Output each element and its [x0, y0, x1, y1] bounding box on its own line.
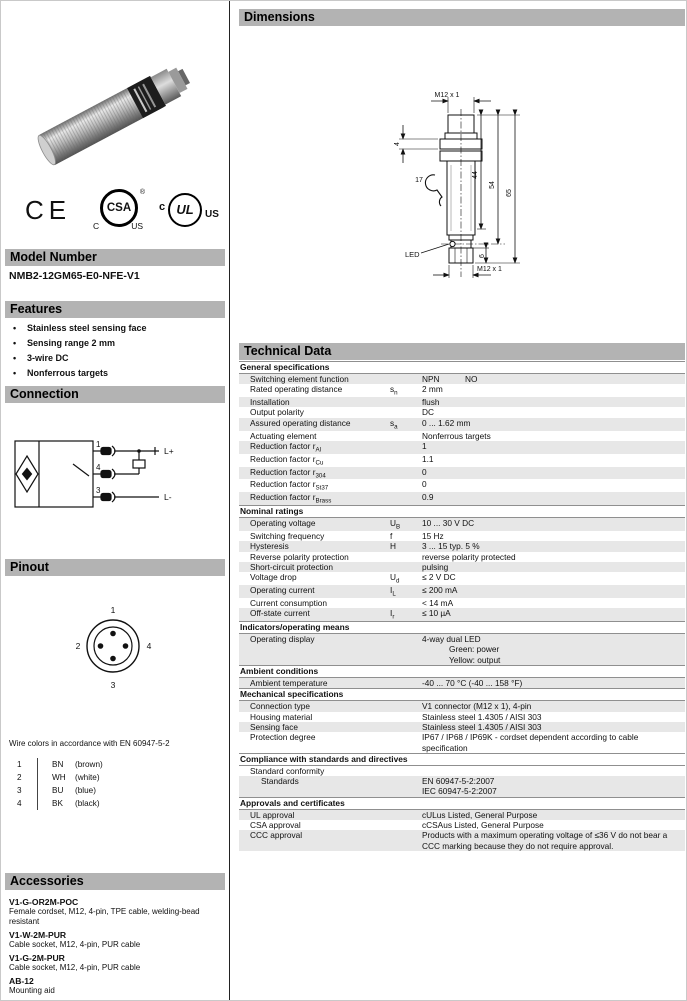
- spec-label: Installation: [250, 397, 290, 408]
- product-photo: [19, 29, 215, 179]
- spec-label: CSA approval: [250, 819, 301, 830]
- spec-value-line: IEC 60947-5-2:2007: [422, 786, 497, 797]
- accessory-model: V1-G-OR2M-POC: [9, 896, 79, 907]
- spec-symbol: [390, 562, 422, 572]
- spec-row: [239, 701, 685, 711]
- column-divider: [229, 1, 230, 1001]
- ul-logo-icon: UL: [168, 193, 202, 227]
- spec-value: 3 ... 15 typ. 5 %: [422, 541, 480, 552]
- spec-row: [239, 518, 685, 531]
- spec-value: pulsing: [422, 561, 449, 572]
- spec-symbol: [390, 374, 422, 384]
- spec-label: Standard conformity: [250, 765, 325, 776]
- accessory-description: Cable socket, M12, 4-pin, PUR cable: [9, 963, 141, 972]
- dim-nut-height-label: 4: [394, 142, 401, 146]
- spec-label: Reduction factor $r_{Brass}$: [250, 492, 332, 505]
- spec-value: Stainless steel 1.4305 / AISI 303: [422, 721, 542, 732]
- accessory-item: [9, 976, 223, 997]
- spec-symbol: H: [390, 541, 396, 552]
- spec-row: [239, 454, 685, 467]
- wire-color-name: (white): [75, 773, 100, 782]
- spec-row: [239, 384, 685, 397]
- pinout-diagram: [53, 599, 173, 694]
- spec-row: [239, 562, 685, 572]
- wire-color-name: (brown): [75, 760, 103, 769]
- spec-label: Voltage drop: [250, 572, 297, 583]
- spec-row: [239, 492, 685, 505]
- spec-label: Protection degree: [250, 732, 316, 743]
- spec-row: [239, 552, 685, 562]
- pinout-pin2-label: 2: [75, 641, 81, 651]
- spec-row: [239, 467, 685, 480]
- spec-label: Sensing face: [250, 721, 298, 732]
- spec-label: Reduction factor $r_{Cu}$: [250, 453, 324, 467]
- spec-section-title: Indicators/operating means: [239, 621, 685, 634]
- spec-section-title: Ambient conditions: [239, 665, 685, 678]
- ul-c-label: c: [159, 201, 166, 213]
- wire-color-code: BK: [37, 797, 75, 810]
- spec-row: [239, 585, 685, 598]
- feature-item: • Nonferrous targets: [11, 366, 223, 381]
- ul-us-label: US: [205, 209, 219, 220]
- wire-color-code: BN: [37, 758, 75, 771]
- spec-label: Current consumption: [250, 597, 328, 608]
- spec-row: [239, 418, 685, 431]
- spec-label: Assured operating distance: [250, 417, 351, 428]
- csa-us-label: US: [131, 221, 143, 231]
- spec-label: Operating voltage: [250, 518, 316, 529]
- wire-row: [13, 784, 213, 797]
- spec-section-title: Compliance with standards and directives: [239, 753, 685, 766]
- spec-label: Switching element function: [250, 374, 349, 384]
- spec-value: cULus Listed, General Purpose: [422, 809, 538, 820]
- spec-label: UL approval: [250, 809, 295, 820]
- section-header-features: Features: [5, 301, 225, 318]
- spec-value: reverse polarity protected: [422, 551, 516, 562]
- spec-value: Products with a maximum operating voltage of ≤36 V do not bear a CCC marking because they do not require approval.: [422, 830, 668, 851]
- spec-row: [239, 712, 685, 722]
- spec-value: 0 ... 1.62 mm: [422, 417, 471, 428]
- spec-value-secondary: NO: [465, 374, 478, 384]
- spec-row: [239, 766, 685, 776]
- spec-value: DC: [422, 407, 434, 418]
- spec-label: Housing material: [250, 711, 313, 722]
- spec-symbol: $U_B$: [390, 518, 401, 531]
- spec-symbol: [390, 820, 422, 830]
- spec-symbol: [390, 766, 422, 776]
- wire-pin-number: 3: [17, 786, 22, 795]
- spec-symbol: [390, 407, 422, 417]
- spec-section-title: Mechanical specifications: [239, 688, 685, 701]
- wire-pin-number: 2: [17, 773, 22, 782]
- spec-value: Stainless steel 1.4305 / AISI 303: [422, 711, 542, 722]
- pinout-pin1-label: 1: [110, 605, 116, 615]
- wire-pin-number: 4: [17, 799, 22, 808]
- spec-row: [239, 598, 685, 608]
- spec-symbol: [390, 454, 422, 467]
- spec-symbol: [390, 678, 422, 688]
- accessory-item: [9, 953, 223, 974]
- spec-symbol: [390, 552, 422, 562]
- accessories-list: [9, 894, 223, 996]
- wire-row: [13, 797, 213, 810]
- spec-row: [239, 776, 685, 797]
- section-header-dimensions: Dimensions: [239, 9, 685, 26]
- section-header-accessories: Accessories: [5, 873, 225, 890]
- feature-item: • Sensing range 2 mm: [11, 336, 223, 351]
- spec-section: [239, 505, 685, 621]
- spec-value: 15 Hz: [422, 531, 444, 542]
- spec-row: [239, 479, 685, 492]
- dim-thread-bottom-label: M12 x 1: [477, 266, 502, 273]
- spec-label: Actuating element: [250, 430, 317, 441]
- spec-symbol: [390, 467, 422, 480]
- spec-symbol: [390, 732, 422, 753]
- spec-label: Off-state current: [250, 608, 310, 619]
- wire-color-name: (black): [75, 799, 100, 808]
- spec-value: 1: [422, 440, 427, 451]
- certification-marks: [21, 187, 221, 231]
- spec-value: 2 mm: [422, 384, 443, 395]
- accessory-model: V1-W-2M-PUR: [9, 929, 67, 940]
- spec-value-line: Yellow: output: [449, 654, 501, 665]
- spec-value: 0: [422, 479, 427, 490]
- connection-pin1-label: 1: [96, 440, 101, 449]
- spec-symbol: [390, 598, 422, 608]
- spec-symbol: [390, 397, 422, 407]
- spec-row: [239, 634, 685, 665]
- spec-label: Operating display: [250, 634, 315, 645]
- spec-row: [239, 572, 685, 585]
- model-number: NMB2-12GM65-E0-NFE-V1: [9, 270, 140, 282]
- accessory-item: [9, 930, 223, 951]
- section-header-technical-data: Technical Data: [239, 343, 685, 360]
- wire-color-code: WH: [37, 771, 75, 784]
- accessory-description: Female cordset, M12, 4-pin, TPE cable, welding-bead resistant: [9, 907, 200, 926]
- spec-value: 0: [422, 466, 427, 477]
- accessory-item: [9, 897, 223, 928]
- dim-54-label: 54: [489, 181, 496, 189]
- spec-section: [239, 688, 685, 752]
- spec-section-title: Approvals and certificates: [239, 797, 685, 810]
- wire-color-code: BU: [37, 784, 75, 797]
- wire-row: [13, 771, 213, 784]
- spec-symbol: $I_r$: [390, 608, 395, 621]
- spec-symbol: [390, 810, 422, 820]
- spec-value: ≤ 10 µA: [422, 608, 451, 619]
- spec-symbol: [390, 701, 422, 711]
- spec-row: [239, 431, 685, 441]
- wire-colors-note: Wire colors in accordance with EN 60947-5-2: [9, 739, 170, 748]
- section-header-connection: Connection: [5, 386, 225, 403]
- features-list: [11, 321, 223, 381]
- spec-symbol: [390, 431, 422, 441]
- dimensions-drawing: [385, 87, 553, 287]
- spec-row: [239, 541, 685, 551]
- section-header-pinout: Pinout: [5, 559, 225, 576]
- spec-section: [239, 665, 685, 688]
- spec-section: [239, 621, 685, 665]
- ul-mark: [159, 193, 223, 231]
- wire-pin-number: 1: [17, 760, 22, 769]
- spec-symbol: [390, 479, 422, 492]
- spec-section: [239, 753, 685, 797]
- technical-data-table: [239, 361, 685, 851]
- wire-colors-table: [13, 758, 213, 810]
- section-header-model-number: Model Number: [5, 249, 225, 266]
- spec-symbol: [390, 776, 422, 797]
- spec-value: -40 ... 70 °C (-40 ... 158 °F): [422, 678, 523, 689]
- spec-symbol: $U_d$: [390, 572, 400, 585]
- spec-row: [239, 608, 685, 621]
- spec-symbol: [390, 722, 422, 732]
- spec-value: [422, 766, 685, 776]
- connection-diagram: [9, 419, 224, 529]
- spec-value: ≤ 200 mA: [422, 585, 458, 596]
- spec-label: Connection type: [250, 701, 310, 712]
- spec-row: [239, 830, 685, 851]
- dim-thread-top-label: M12 x 1: [434, 92, 460, 99]
- led-label: LED: [405, 250, 420, 259]
- connection-lplus-label: L+: [164, 446, 174, 456]
- spec-value: 4-way dual LED Green: power Yellow: output: [422, 634, 685, 665]
- spec-section: [239, 797, 685, 851]
- spec-label: CCC approval: [250, 830, 303, 841]
- csa-logo-icon: CSA: [100, 189, 138, 227]
- spec-symbol: [390, 830, 422, 851]
- accessory-description: Mounting aid: [9, 986, 55, 995]
- spec-row: [239, 678, 685, 688]
- spec-label: Rated operating distance: [250, 384, 343, 395]
- spec-row: [239, 441, 685, 454]
- spec-value: NPN NO: [422, 374, 478, 384]
- spec-symbol: $s_a$: [390, 417, 398, 431]
- spec-section-title: Nominal ratings: [239, 505, 685, 518]
- accessory-model: AB-12: [9, 975, 34, 986]
- spec-symbol: [390, 634, 422, 665]
- spec-label: Operating current: [250, 585, 315, 596]
- registered-icon: ®: [139, 189, 145, 196]
- spec-symbol: $I_L$: [390, 585, 396, 598]
- dim-44-label: 44: [472, 171, 479, 179]
- connection-lminus-label: L-: [164, 492, 172, 502]
- dim-6-label: 6: [479, 254, 486, 258]
- spec-row: [239, 407, 685, 417]
- spec-row: [239, 374, 685, 384]
- ce-mark: CE: [25, 195, 72, 225]
- spec-label: Short-circuit protection: [250, 561, 334, 572]
- spec-symbol: [390, 712, 422, 722]
- connection-pin3-label: 3: [96, 486, 101, 495]
- dim-wrench-size-label: 17: [415, 177, 423, 184]
- spec-section: [239, 361, 685, 505]
- spec-row: [239, 722, 685, 732]
- wire-color-name: (blue): [75, 786, 96, 795]
- spec-label: Switching frequency: [250, 531, 325, 542]
- accessory-description: Cable socket, M12, 4-pin, PUR cable: [9, 940, 141, 949]
- spec-row: [239, 732, 685, 753]
- spec-symbol: $s_n$: [390, 384, 398, 397]
- spec-value: flush: [422, 397, 440, 408]
- spec-value: 0.9: [422, 492, 434, 503]
- feature-item: • Stainless steel sensing face: [11, 321, 223, 336]
- spec-value: < 14 mA: [422, 597, 454, 608]
- spec-symbol: [390, 441, 422, 454]
- spec-row: [239, 397, 685, 407]
- spec-value: V1 connector (M12 x 1), 4-pin: [422, 701, 532, 712]
- spec-row: [239, 531, 685, 541]
- csa-mark: [93, 187, 147, 231]
- csa-c-label: C: [93, 221, 100, 231]
- spec-label: Reduction factor $r_{St37}$: [250, 479, 329, 493]
- spec-row: [239, 810, 685, 820]
- pinout-pin3-label: 3: [110, 680, 116, 690]
- accessory-model: V1-G-2M-PUR: [9, 952, 65, 963]
- spec-value: IP67 / IP68 / IP69K - cordset dependent according to cable specification: [422, 732, 639, 753]
- dim-65-label: 65: [506, 189, 513, 197]
- spec-value-line: Green: power: [449, 644, 500, 655]
- spec-section-title: General specifications: [239, 361, 685, 374]
- spec-label: Output polarity: [250, 407, 304, 418]
- spec-value: ≤ 2 V DC: [422, 572, 456, 583]
- spec-label: Reduction factor $r_{Al}$: [250, 440, 321, 454]
- spec-label: Ambient temperature: [250, 678, 328, 689]
- pinout-pin4-label: 4: [146, 641, 152, 651]
- spec-label: Hysteresis: [250, 541, 289, 552]
- wire-row: [13, 758, 213, 771]
- spec-value: EN 60947-5-2:2007 IEC 60947-5-2:2007: [422, 776, 685, 797]
- spec-label: Reverse polarity protection: [250, 551, 349, 562]
- spec-label: Reduction factor $r_{304}$: [250, 466, 326, 480]
- feature-item: • 3-wire DC: [11, 351, 223, 366]
- spec-row: [239, 820, 685, 830]
- spec-label: Standards: [261, 776, 299, 787]
- spec-symbol: f: [390, 531, 393, 542]
- spec-symbol: [390, 492, 422, 505]
- spec-value: 1.1: [422, 453, 434, 464]
- spec-value: Nonferrous targets: [422, 430, 491, 441]
- spec-value: cCSAus Listed, General Purpose: [422, 819, 544, 830]
- connection-pin4-label: 4: [96, 463, 101, 472]
- spec-value: 10 ... 30 V DC: [422, 518, 475, 529]
